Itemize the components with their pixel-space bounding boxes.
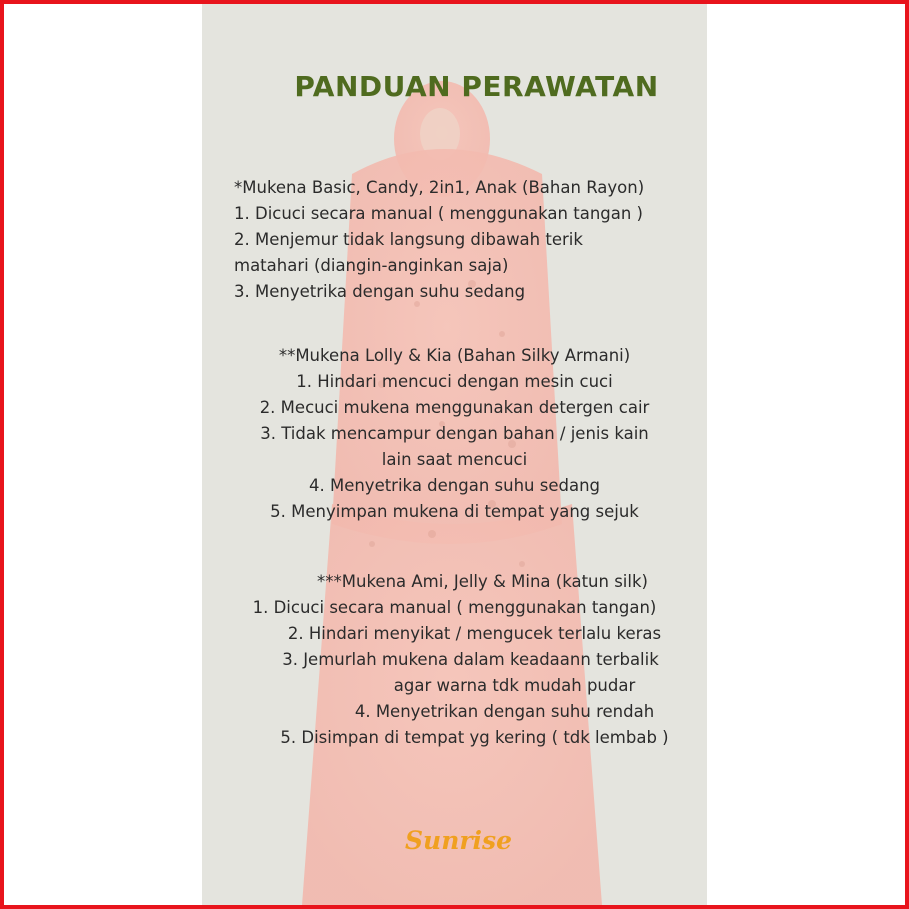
sunrise-logo: Sunrise	[404, 826, 513, 855]
section-2-item: 2. Mecuci mukena menggunakan detergen cair	[259, 398, 650, 417]
section-2-item: lain saat mencuci	[381, 450, 528, 469]
section-3-heading: ***Mukena Ami, Jelly & Mina (katun silk)	[317, 572, 648, 591]
section-1-item: matahari (diangin-anginkan saja)	[234, 256, 509, 275]
page-title: PANDUAN PERAWATAN	[294, 70, 659, 103]
section-3-item: 4. Menyetrikan dengan suhu rendah	[354, 702, 655, 721]
care-guide-card	[202, 4, 707, 905]
section-1-item: 2. Menjemur tidak langsung dibawah terik	[234, 230, 583, 249]
section-1-item: 1. Dicuci secara manual ( menggunakan tangan )	[234, 204, 643, 223]
section-3-item: 3. Jemurlah mukena dalam keadaann terbalik	[282, 650, 659, 669]
section-3-item: 1. Dicuci secara manual ( menggunakan tangan)	[252, 598, 657, 617]
section-2-item: 4. Menyetrika dengan suhu sedang	[308, 476, 601, 495]
section-3-item: 2. Hindari menyikat / mengucek terlalu keras	[287, 624, 662, 643]
section-1-item: 3. Menyetrika dengan suhu sedang	[234, 282, 526, 301]
section-2-item: 5. Menyimpan mukena di tempat yang sejuk	[270, 502, 639, 521]
section-3-item: agar warna tdk mudah pudar	[393, 676, 636, 695]
section-2-heading: **Mukena Lolly & Kia (Bahan Silky Armani)	[278, 346, 631, 365]
section-2-item: 3. Tidak mencampur dengan bahan / jenis kain	[260, 424, 649, 443]
section-1-heading: *Mukena Basic, Candy, 2in1, Anak (Bahan Rayon)	[234, 178, 645, 197]
section-3-item: 5. Disimpan di tempat yg kering ( tdk lembab )	[280, 728, 669, 747]
section-2-item: 1. Hindari mencuci dengan mesin cuci	[296, 372, 613, 391]
